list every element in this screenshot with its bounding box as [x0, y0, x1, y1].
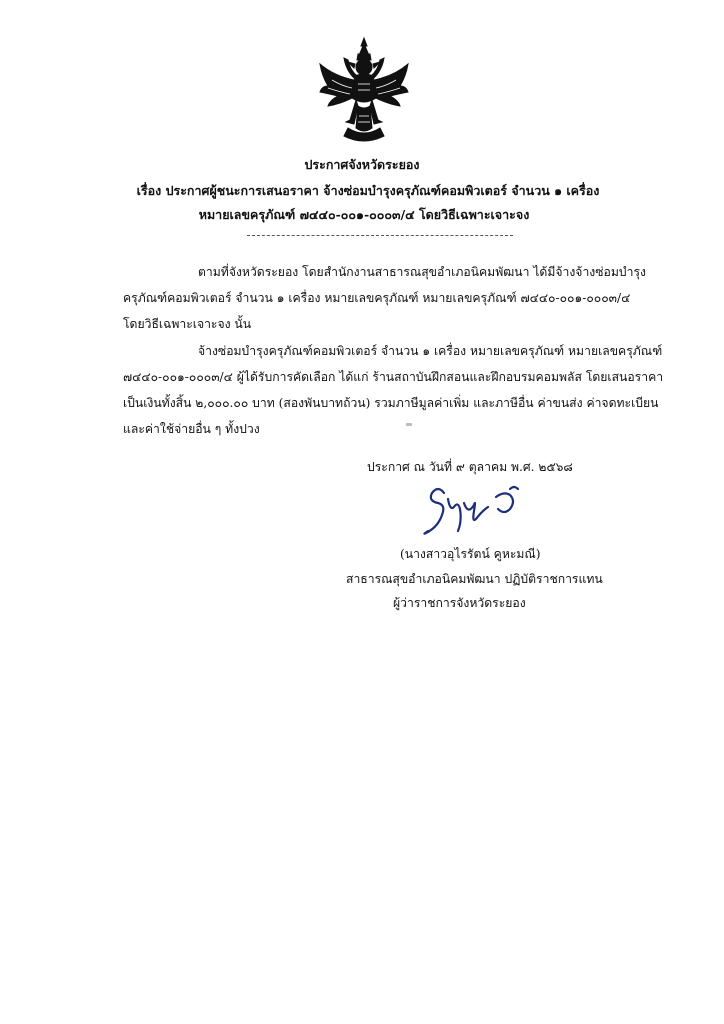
document-title: ประกาศจังหวัดระยอง — [304, 157, 420, 172]
signatory-position: สาธารณสุขอำเภอนิคมพัฒนา ปฏิบัติราชการแทน — [346, 572, 603, 586]
signatory-name: (นางสาวอุไรรัตน์ คูหะมณี) — [400, 547, 541, 561]
subject-line-2: หมายเลขครุภัณฑ์ ๗๔๔๐-๐๐๑-๐๐๐๓/๔ โดยวิธีเฉพาะเจาะจง — [198, 207, 530, 222]
scan-mark — [406, 423, 412, 426]
subject-line: เรื่อง ประกาศผู้ชนะการเสนอราคา จ้างซ่อมบำรุงครุภัณฑ์คอมพิวเตอร์ จำนวน ๑ เครื่อง — [136, 183, 600, 198]
paragraph-1-line: ตามที่จังหวัดระยอง โดยสำนักงานสาธารณสุขอำเภอนิคมพัฒนา ได้มีจ้างจ้างซ่อมบำรุง — [198, 265, 646, 279]
paragraph-1-line: โดยวิธีเฉพาะเจาะจง นั้น — [123, 317, 252, 331]
paragraph-2-line: จ้างซ่อมบำรุงครุภัณฑ์คอมพิวเตอร์ จำนวน ๑ เครื่อง หมายเลขครุภัณฑ์ หมายเลขครุภัณฑ์ — [198, 344, 663, 358]
garuda-emblem-icon — [318, 36, 410, 146]
paragraph-2-line: ๗๔๔๐-๐๐๑-๐๐๐๓/๔ ผู้ได้รับการคัดเลือก ได้แก่ ร้านสถาบันฝึกสอนและฝึกอบรมคอมพลัส โดยเสนอราคา — [123, 370, 664, 384]
signatory-authority: ผู้ว่าราชการจังหวัดระยอง — [393, 596, 526, 610]
paragraph-1-line: ครุภัณฑ์คอมพิวเตอร์ จำนวน ๑ เครื่อง หมายเลขครุภัณฑ์ หมายเลขครุภัณฑ์ ๗๔๔๐-๐๐๑-๐๐๐๓/๔ — [123, 291, 631, 305]
header-divider — [247, 235, 513, 236]
paragraph-2-line: และค่าใช้จ่ายอื่น ๆ ทั้งปวง — [123, 422, 260, 436]
signature-image — [418, 481, 530, 539]
paragraph-2-line: เป็นเงินทั้งสิ้น ๒,๐๐๐.๐๐ บาท (สองพันบาทถ้วน) รวมภาษีมูลค่าเพิ่ม และภาษีอื่น ค่าขนส่ง ค่าจดทะเบียน — [123, 396, 659, 410]
announcement-date: ประกาศ ณ วันที่ ๙ ตุลาคม พ.ศ. ๒๕๖๘ — [367, 460, 573, 474]
